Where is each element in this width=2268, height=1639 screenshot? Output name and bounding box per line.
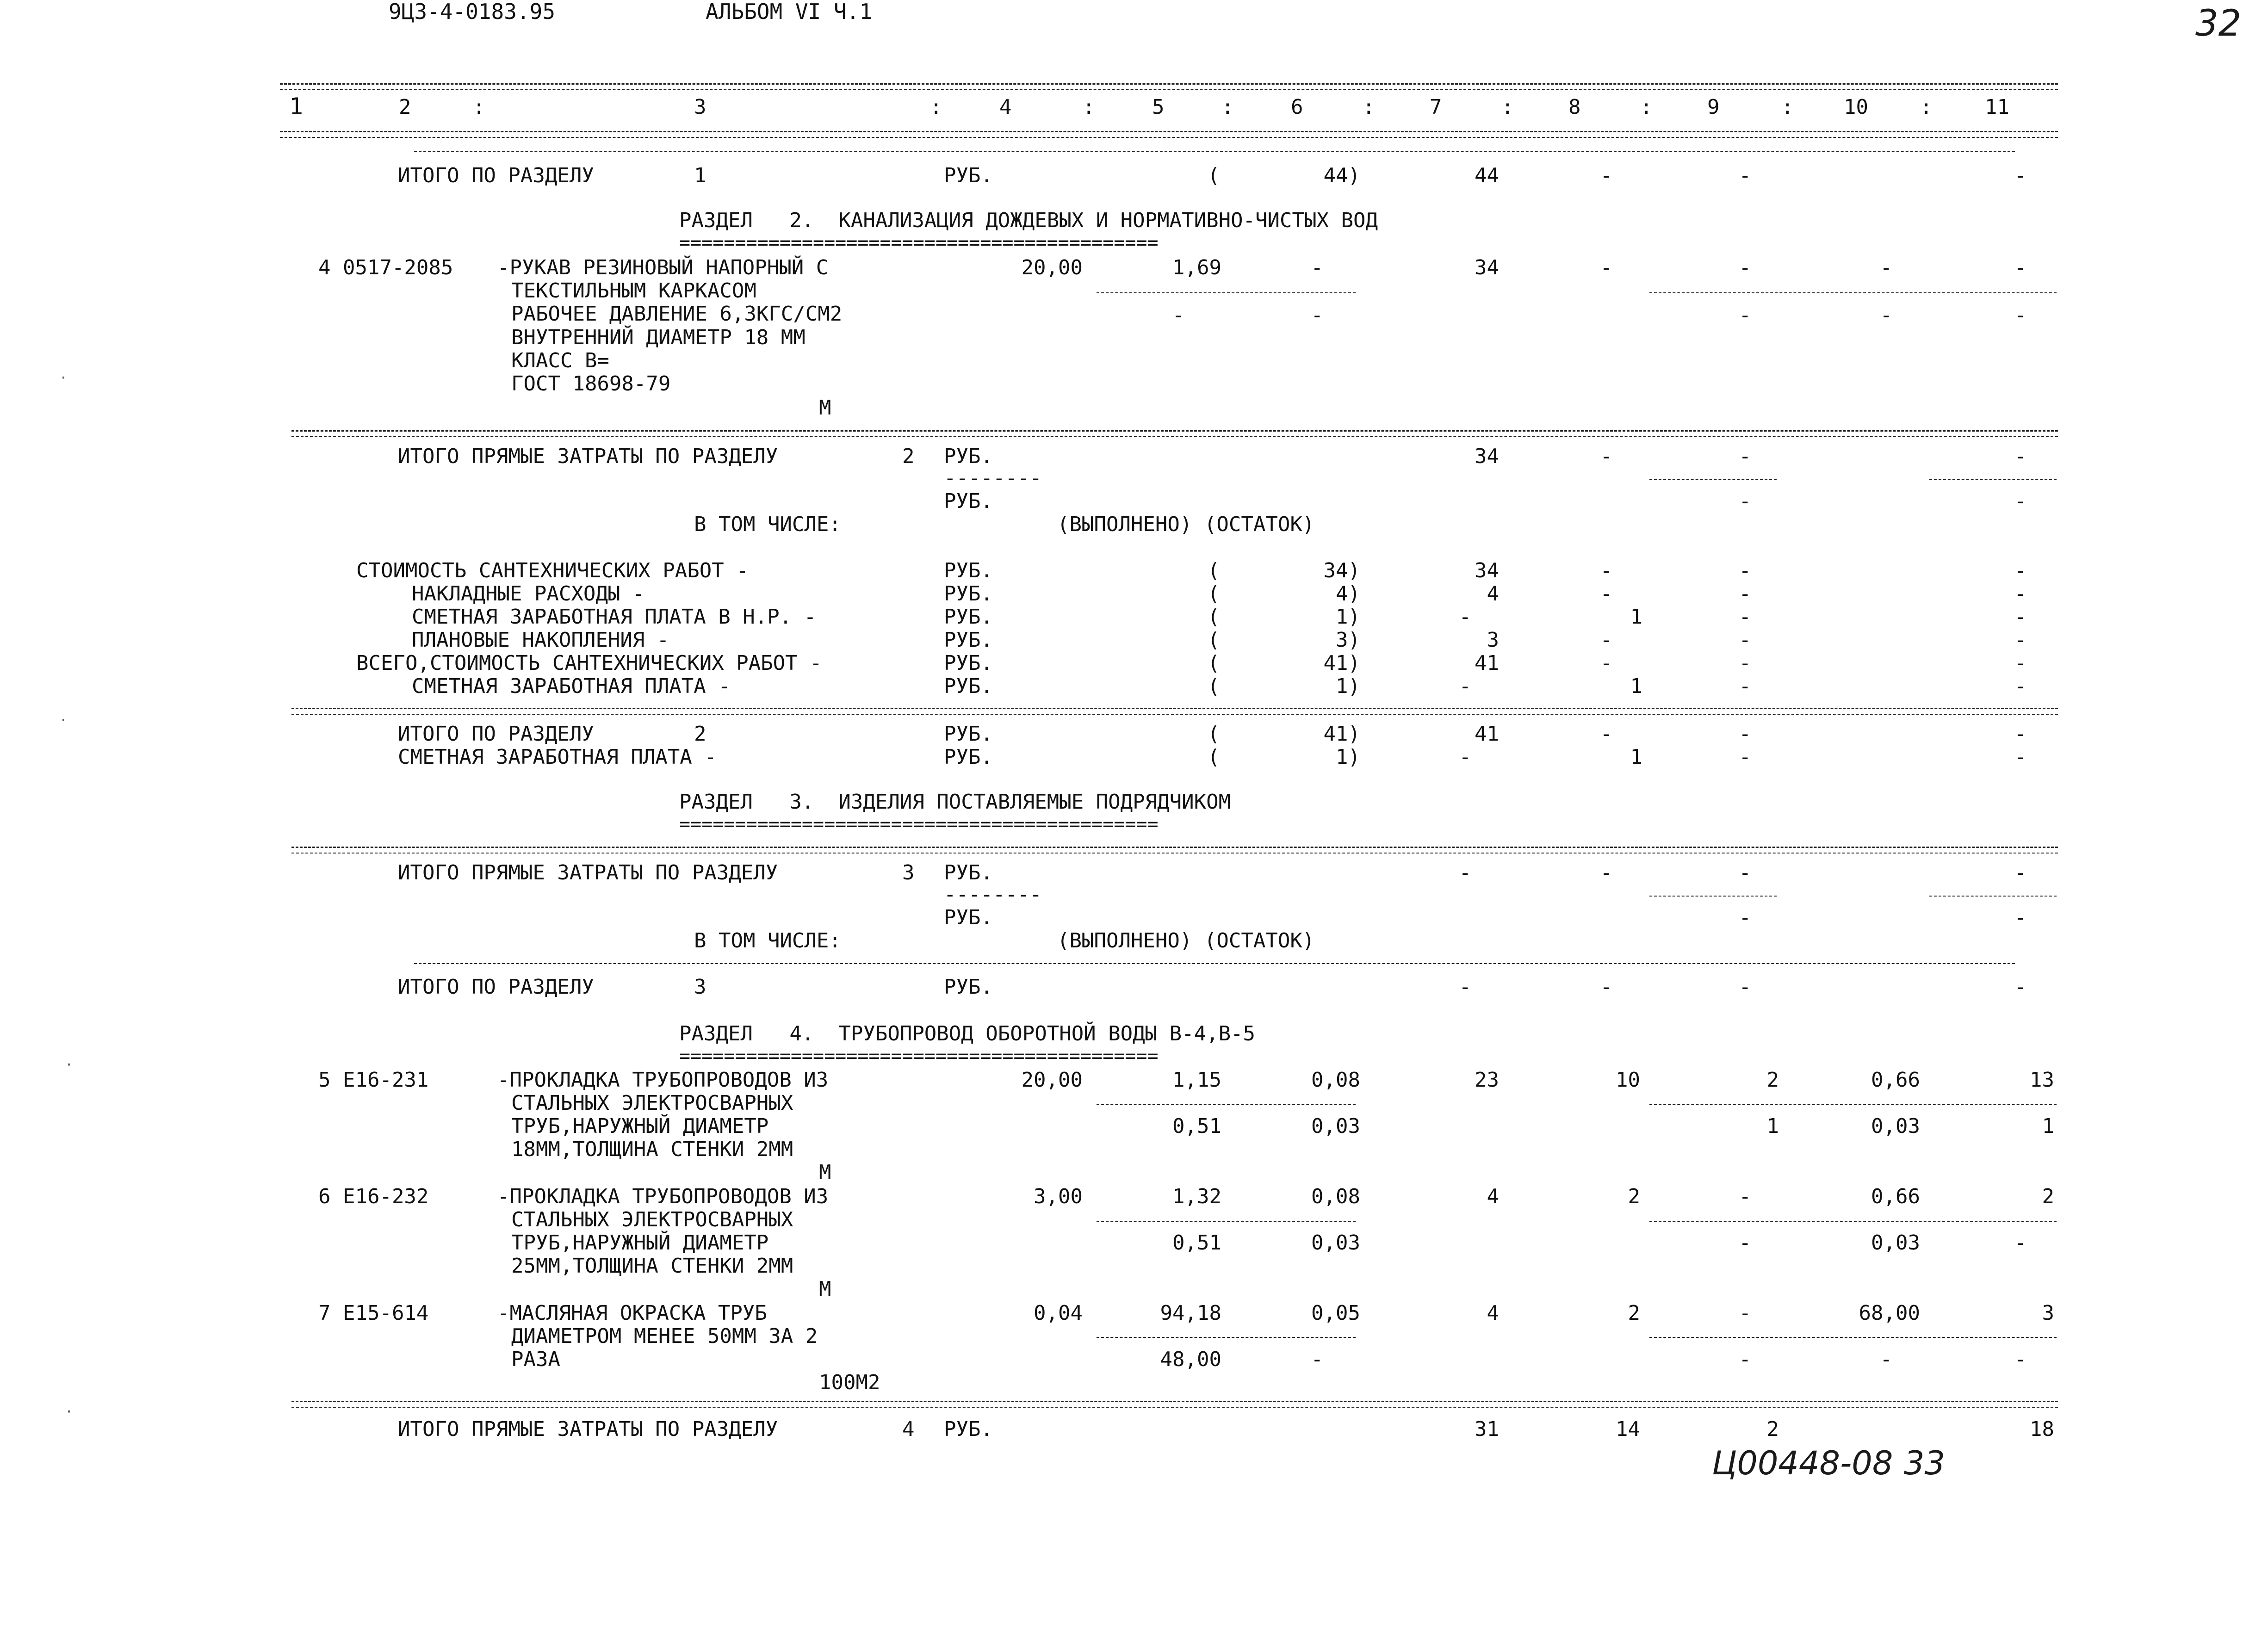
cell-c5: 1,69 xyxy=(1172,256,1221,279)
cell-c9: - xyxy=(1739,722,1751,746)
cell-c8: - xyxy=(1600,164,1612,187)
cell-c4: 0,04 xyxy=(1034,1301,1083,1325)
cell-c10: 0,66 xyxy=(1871,1185,1920,1208)
item-unit: М xyxy=(819,1277,831,1301)
cell-c7: 4 xyxy=(1487,1301,1499,1325)
col-sep: : xyxy=(1640,95,1653,119)
header-bottom-rule-2 xyxy=(280,137,2058,138)
breakdown-label: СТОИМОСТЬ САНТЕХНИЧЕСКИХ РАБОТ - xyxy=(356,559,749,582)
section-num: 3 xyxy=(694,975,706,999)
cell-c11: - xyxy=(2014,906,2026,929)
item-code: 6 Е16-232 xyxy=(318,1185,429,1208)
cell-c9: - xyxy=(1739,975,1751,999)
breakdown-label: СМЕТНАЯ ЗАРАБОТНАЯ ПЛАТА - xyxy=(412,674,731,698)
item-desc-line: ТРУБ,НАРУЖНЫЙ ДИАМЕТР xyxy=(511,1114,769,1138)
divider xyxy=(291,1401,2058,1402)
cell-c7: - xyxy=(1459,745,1471,769)
cell-c9: - xyxy=(1739,651,1751,675)
cell-c6: - xyxy=(1311,256,1323,279)
cell-c6-sub: 0,03 xyxy=(1311,1114,1360,1138)
item-unit: М xyxy=(819,396,831,420)
cell-c11: - xyxy=(2014,674,2026,698)
divider-2 xyxy=(291,853,2058,854)
paren: ( xyxy=(1208,605,1220,629)
unit-rub: РУБ. xyxy=(944,164,993,187)
header-bottom-rule xyxy=(280,131,2058,132)
including-label: В ТОМ ЧИСЛЕ: xyxy=(694,513,841,536)
sub-rule xyxy=(1097,1337,1356,1338)
done-rest-label: (ВЫПОЛНЕНО) (ОСТАТОК) xyxy=(1057,513,1315,536)
cell-c11: - xyxy=(2014,975,2026,999)
cell-c8: 1 xyxy=(1630,605,1642,629)
cell-c7: 23 xyxy=(1475,1068,1499,1092)
breakdown-label: ПЛАНОВЫЕ НАКОПЛЕНИЯ - xyxy=(412,628,669,652)
short-rule: -------- xyxy=(944,466,1042,490)
section4-underline: =========================================== xyxy=(679,1045,1159,1067)
cell-c6-sub: - xyxy=(1311,1348,1323,1371)
cell-c7: - xyxy=(1459,861,1471,884)
col-6: 6 xyxy=(1291,95,1303,119)
cell-c4: 20,00 xyxy=(1021,1068,1083,1092)
cell-c8: - xyxy=(1600,722,1612,746)
cell-c6: 0,05 xyxy=(1311,1301,1360,1325)
cell-c8: 2 xyxy=(1628,1185,1640,1208)
section4-title: РАЗДЕЛ 4. ТРУБОПРОВОД ОБОРОТНОЙ ВОДЫ В-4,В-5 xyxy=(679,1022,1256,1045)
unit-rub: РУБ. xyxy=(944,674,993,698)
cell-c7: - xyxy=(1459,605,1471,629)
item-desc-line: РАБОЧЕЕ ДАВЛЕНИЕ 6,3КГС/СМ2 xyxy=(511,302,843,326)
cell-c5-sub: 0,51 xyxy=(1172,1114,1221,1138)
sub-rule xyxy=(1097,1104,1356,1105)
section-num: 1 xyxy=(694,164,706,187)
cell-c7: 4 xyxy=(1487,582,1499,606)
cell-c9: - xyxy=(1739,164,1751,187)
cell-c9: - xyxy=(1739,1301,1751,1325)
cell-c11: - xyxy=(2014,722,2026,746)
unit-rub: РУБ. xyxy=(944,861,993,884)
sub-rule xyxy=(1649,1337,2057,1338)
cell-c11: - xyxy=(2014,651,2026,675)
unit-rub: РУБ. xyxy=(944,605,993,629)
cell-c9: - xyxy=(1739,605,1751,629)
unit-rub: РУБ. xyxy=(944,445,993,468)
col-5: 5 xyxy=(1152,95,1165,119)
cell-c8: - xyxy=(1600,861,1612,884)
cell-c9: - xyxy=(1739,745,1751,769)
unit-rub: РУБ. xyxy=(944,745,993,769)
paren: ( xyxy=(1208,164,1220,187)
cell-c4: 3,00 xyxy=(1034,1185,1083,1208)
cell-c11-sub: - xyxy=(2014,1348,2026,1371)
cell-c9: - xyxy=(1739,1185,1751,1208)
cell-c11-sub: - xyxy=(2014,1231,2026,1255)
item-desc-line: -ПРОКЛАДКА ТРУБОПРОВОДОВ ИЗ xyxy=(497,1185,829,1208)
item-desc-line: -РУКАВ РЕЗИНОВЫЙ НАПОРНЫЙ С xyxy=(497,256,829,279)
sub-rule xyxy=(1649,896,1777,897)
col-9: 9 xyxy=(1707,95,1720,119)
unit-rub: РУБ. xyxy=(944,906,993,929)
cell-c11: 2 xyxy=(2042,1185,2054,1208)
cell-c9: 2 xyxy=(1766,1068,1779,1092)
item-desc-line: -МАСЛЯНАЯ ОКРАСКА ТРУБ xyxy=(497,1301,767,1325)
cell-c9-sub: - xyxy=(1739,303,1751,327)
sub-rule xyxy=(1097,1221,1356,1222)
cell-c8: 14 xyxy=(1616,1417,1640,1441)
item-desc-line: 25ММ,ТОЛЩИНА СТЕНКИ 2ММ xyxy=(511,1254,793,1278)
done-value: 1) xyxy=(1336,605,1360,629)
item-desc-line: КЛАСС В= xyxy=(511,349,609,372)
cell-c11-sub: 1 xyxy=(2042,1114,2054,1138)
cell-c9: - xyxy=(1739,445,1751,468)
cell-c11: 18 xyxy=(2030,1417,2054,1441)
cell-c9-sub: - xyxy=(1739,1231,1751,1255)
cell-c6-sub: - xyxy=(1311,303,1323,327)
short-rule: -------- xyxy=(944,883,1042,906)
cell-c8: - xyxy=(1600,628,1612,652)
cell-c9: - xyxy=(1739,256,1751,279)
paren: ( xyxy=(1208,628,1220,652)
col-sep: : xyxy=(1781,95,1794,119)
cell-c10: - xyxy=(1880,256,1892,279)
footer-stamp: Ц00448-08 xyxy=(1712,1444,1893,1482)
paren: ( xyxy=(1208,722,1220,746)
item-desc-line: СТАЛЬНЫХ ЭЛЕКТРОСВАРНЫХ xyxy=(511,1208,793,1231)
unit-rub: РУБ. xyxy=(944,1417,993,1441)
section-num: 4 xyxy=(902,1417,915,1441)
item-desc-line: ТЕКСТИЛЬНЫМ КАРКАСОМ xyxy=(511,279,756,303)
cell-c11: - xyxy=(2014,745,2026,769)
page-number: 32 xyxy=(2195,3,2242,44)
cell-c6: 0,08 xyxy=(1311,1068,1360,1092)
item-unit: М xyxy=(819,1161,831,1184)
cell-c11: - xyxy=(2014,256,2026,279)
doc-code: 9ЦЗ-4-0183.95 xyxy=(389,0,556,24)
cell-c8: - xyxy=(1600,975,1612,999)
section-num: 3 xyxy=(902,861,915,884)
item-desc-line: ТРУБ,НАРУЖНЫЙ ДИАМЕТР xyxy=(511,1231,769,1255)
col-sep: : xyxy=(1363,95,1375,119)
cell-c7: 34 xyxy=(1475,559,1499,582)
sub-rule xyxy=(1929,896,2057,897)
cell-c11: - xyxy=(2014,559,2026,582)
cell-c11: - xyxy=(2014,582,2026,606)
section3-underline: =========================================== xyxy=(679,814,1159,835)
done-value: 1) xyxy=(1336,674,1360,698)
col-1: 1 xyxy=(289,93,304,120)
col-8: 8 xyxy=(1568,95,1581,119)
cell-c7: 3 xyxy=(1487,628,1499,652)
cell-c5-sub: 48,00 xyxy=(1160,1348,1221,1371)
cell-c7: 41 xyxy=(1475,651,1499,675)
item-desc-line: ВНУТРЕННИЙ ДИАМЕТР 18 ММ xyxy=(511,326,806,349)
cell-c11: 13 xyxy=(2030,1068,2054,1092)
cell-c5: 94,18 xyxy=(1160,1301,1221,1325)
cell-c11: - xyxy=(2014,445,2026,468)
divider xyxy=(291,847,2058,848)
cell-c8: - xyxy=(1600,256,1612,279)
cell-c8: - xyxy=(1600,651,1612,675)
cell-c8: 1 xyxy=(1630,674,1642,698)
col-2: 2 xyxy=(399,95,411,119)
row-label: ИТОГО ПРЯМЫЕ ЗАТРАТЫ ПО РАЗДЕЛУ xyxy=(398,1417,778,1441)
cell-c10: 68,00 xyxy=(1859,1301,1920,1325)
cell-c9: - xyxy=(1739,582,1751,606)
section1-rule xyxy=(414,151,2015,152)
cell-c5-sub: - xyxy=(1172,303,1184,327)
paren: ( xyxy=(1208,582,1220,606)
row-label: ИТОГО ПО РАЗДЕЛУ xyxy=(398,164,594,187)
unit-rub: РУБ. xyxy=(944,628,993,652)
row-label: ИТОГО ПО РАЗДЕЛУ xyxy=(398,722,594,746)
cell-c6-sub: 0,03 xyxy=(1311,1231,1360,1255)
cell-c9: - xyxy=(1739,861,1751,884)
sub-rule xyxy=(1929,479,2057,480)
unit-rub: РУБ. xyxy=(944,489,993,513)
sub-rule xyxy=(1097,292,1356,293)
cell-c8: - xyxy=(1600,559,1612,582)
item-desc-line: ГОСТ 18698-79 xyxy=(511,372,671,396)
row-label: ИТОГО ПРЯМЫЕ ЗАТРАТЫ ПО РАЗДЕЛУ xyxy=(398,445,778,468)
cell-c7: 34 xyxy=(1475,445,1499,468)
unit-rub: РУБ. xyxy=(944,975,993,999)
cell-c4: 20,00 xyxy=(1021,256,1083,279)
cell-c9-sub: - xyxy=(1739,1348,1751,1371)
cell-c7: - xyxy=(1459,674,1471,698)
divider-2 xyxy=(291,714,2058,715)
col-sep: : xyxy=(1920,95,1933,119)
cell-c7: - xyxy=(1459,975,1471,999)
divider-2 xyxy=(291,436,2058,437)
section2-title: РАЗДЕЛ 2. КАНАЛИЗАЦИЯ ДОЖДЕВЫХ И НОРМАТИВНО-ЧИСТЫХ ВОД xyxy=(679,209,1378,232)
done-value: 34) xyxy=(1323,559,1360,582)
cell-c11: - xyxy=(2014,489,2026,513)
col-sep: : xyxy=(473,95,485,119)
cell-c11-sub: - xyxy=(2014,303,2026,327)
scan-mark: · xyxy=(59,370,68,386)
row-label: СМЕТНАЯ ЗАРАБОТНАЯ ПЛАТА - xyxy=(398,745,717,769)
col-4: 4 xyxy=(999,95,1012,119)
section-num: 2 xyxy=(902,445,915,468)
paren: ( xyxy=(1208,651,1220,675)
breakdown-label: СМЕТНАЯ ЗАРАБОТНАЯ ПЛАТА В Н.Р. - xyxy=(412,605,817,629)
scan-mark: · xyxy=(65,1057,74,1073)
cell-c10-sub: - xyxy=(1880,303,1892,327)
unit-rub: РУБ. xyxy=(944,651,993,675)
unit-rub: РУБ. xyxy=(944,722,993,746)
col-11: 11 xyxy=(1985,95,2009,119)
cell-c11: - xyxy=(2014,605,2026,629)
section3-title: РАЗДЕЛ 3. ИЗДЕЛИЯ ПОСТАВЛЯЕМЫЕ ПОДРЯДЧИКОМ xyxy=(679,790,1231,814)
cell-c5-sub: 0,51 xyxy=(1172,1231,1221,1255)
done-value: 1) xyxy=(1336,745,1360,769)
cell-c9-sub: 1 xyxy=(1766,1114,1779,1138)
col-sep: : xyxy=(930,95,942,119)
paren: ( xyxy=(1208,745,1220,769)
item-desc-line: 18ММ,ТОЛЩИНА СТЕНКИ 2ММ xyxy=(511,1138,793,1161)
paren: ( xyxy=(1208,559,1220,582)
item-code: 7 Е15-614 xyxy=(318,1301,429,1325)
cell-c5: 1,32 xyxy=(1172,1185,1221,1208)
cell-c10-sub: 0,03 xyxy=(1871,1231,1920,1255)
cell-c6: 0,08 xyxy=(1311,1185,1360,1208)
col-sep: : xyxy=(1083,95,1095,119)
breakdown-label: ВСЕГО,СТОИМОСТЬ САНТЕХНИЧЕСКИХ РАБОТ - xyxy=(356,651,822,675)
including-label: В ТОМ ЧИСЛЕ: xyxy=(694,929,841,952)
item-desc-line: -ПРОКЛАДКА ТРУБОПРОВОДОВ ИЗ xyxy=(497,1068,829,1092)
item-desc-line: СТАЛЬНЫХ ЭЛЕКТРОСВАРНЫХ xyxy=(511,1091,793,1115)
item-unit: 100М2 xyxy=(819,1371,880,1394)
item-code: 4 0517-2085 xyxy=(318,256,453,279)
done-value: 41) xyxy=(1323,651,1360,675)
divider xyxy=(291,708,2058,709)
sub-rule xyxy=(1649,1221,2057,1222)
section2-underline: =========================================== xyxy=(679,232,1159,254)
header-top-rule-2 xyxy=(280,89,2058,90)
cell-c10-sub: 0,03 xyxy=(1871,1114,1920,1138)
cell-c5: 1,15 xyxy=(1172,1068,1221,1092)
cell-c9: - xyxy=(1739,628,1751,652)
col-7: 7 xyxy=(1430,95,1442,119)
item-code: 5 Е16-231 xyxy=(318,1068,429,1092)
section3-rule xyxy=(414,963,2015,964)
done-value: 44) xyxy=(1323,164,1360,187)
done-value: 41) xyxy=(1323,722,1360,746)
scan-mark: · xyxy=(65,1404,74,1420)
cell-c7: 44 xyxy=(1475,164,1499,187)
row-label: ИТОГО ПРЯМЫЕ ЗАТРАТЫ ПО РАЗДЕЛУ xyxy=(398,861,778,884)
unit-rub: РУБ. xyxy=(944,559,993,582)
cell-c11: - xyxy=(2014,628,2026,652)
album-label: АЛЬБОМ VI Ч.1 xyxy=(706,0,873,24)
cell-c9: - xyxy=(1739,906,1751,929)
item-desc-line: ДИАМЕТРОМ МЕНЕЕ 50ММ ЗА 2 xyxy=(511,1324,818,1348)
sub-rule xyxy=(1649,1104,2057,1105)
cell-c8: 2 xyxy=(1628,1301,1640,1325)
cell-c11: 3 xyxy=(2042,1301,2054,1325)
cell-c10-sub: - xyxy=(1880,1348,1892,1371)
done-rest-label: (ВЫПОЛНЕНО) (ОСТАТОК) xyxy=(1057,929,1315,952)
cell-c9: - xyxy=(1739,559,1751,582)
footer-page-number: 33 xyxy=(1904,1444,1946,1482)
cell-c8: - xyxy=(1600,582,1612,606)
cell-c9: - xyxy=(1739,674,1751,698)
sub-rule xyxy=(1649,292,2057,293)
cell-c8: 1 xyxy=(1630,745,1642,769)
header-top-rule xyxy=(280,83,2058,85)
col-sep: : xyxy=(1501,95,1514,119)
cell-c11: - xyxy=(2014,861,2026,884)
cell-c7: 41 xyxy=(1475,722,1499,746)
col-10: 10 xyxy=(1844,95,1868,119)
col-sep: : xyxy=(1221,95,1234,119)
cell-c11: - xyxy=(2014,164,2026,187)
paren: ( xyxy=(1208,674,1220,698)
cell-c8: 10 xyxy=(1616,1068,1640,1092)
cell-c7: 31 xyxy=(1475,1417,1499,1441)
unit-rub: РУБ. xyxy=(944,582,993,606)
item-desc-line: РАЗА xyxy=(511,1348,560,1371)
divider-2 xyxy=(291,1407,2058,1408)
row-label: ИТОГО ПО РАЗДЕЛУ xyxy=(398,975,594,999)
cell-c9: - xyxy=(1739,489,1751,513)
col-3: 3 xyxy=(694,95,706,119)
done-value: 3) xyxy=(1336,628,1360,652)
cell-c8: - xyxy=(1600,445,1612,468)
scan-mark: · xyxy=(59,712,68,729)
divider xyxy=(291,430,2058,432)
breakdown-label: НАКЛАДНЫЕ РАСХОДЫ - xyxy=(412,582,645,606)
cell-c10: 0,66 xyxy=(1871,1068,1920,1092)
sub-rule xyxy=(1649,479,1777,480)
section-num: 2 xyxy=(694,722,706,746)
cell-c7: 4 xyxy=(1487,1185,1499,1208)
done-value: 4) xyxy=(1336,582,1360,606)
cell-c7: 34 xyxy=(1475,256,1499,279)
cell-c9: 2 xyxy=(1766,1417,1779,1441)
